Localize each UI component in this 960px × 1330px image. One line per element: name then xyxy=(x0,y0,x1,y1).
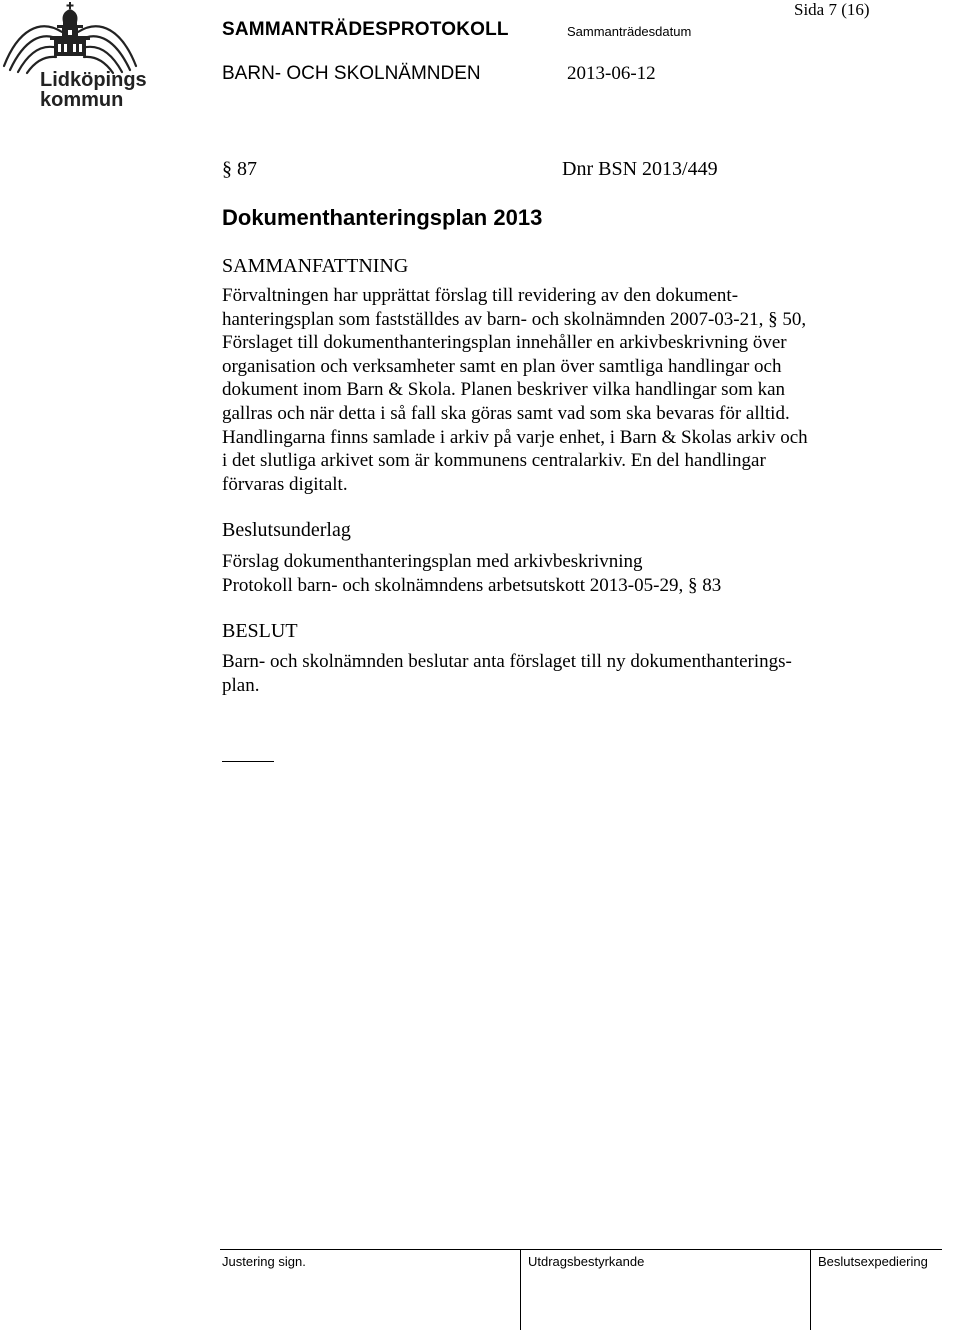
summary-line: förvaras digitalt. xyxy=(222,473,348,495)
logo-line-2: kommun xyxy=(40,89,124,111)
summary-line-part: 50, xyxy=(782,308,807,330)
summary-line: i det slutliga arkivet som är kommunens centralarkiv. En del handlingar xyxy=(222,450,766,472)
municipality-logo xyxy=(0,0,147,112)
end-rule xyxy=(222,761,274,762)
decision-line: plan. xyxy=(222,674,260,696)
signature-footer xyxy=(220,1249,942,1330)
summary-line: organisation och verksamheter samt en plan över samtliga handlingar och xyxy=(222,355,782,377)
basis-heading: Beslutsunderlag xyxy=(222,519,351,541)
decision-line: Barn- och skolnämnden beslutar anta förslaget till ny dokumenthanterings- xyxy=(222,651,792,672)
summary-line xyxy=(222,308,872,332)
summary-heading: SAMMANFATTNING xyxy=(222,255,409,277)
justering-label: Justering sign. xyxy=(222,1254,306,1269)
section-number: 87 xyxy=(237,158,257,180)
section-number-line xyxy=(222,158,257,181)
summary-line: Förslaget till dokumenthanteringsplan innehåller en arkivbeskrivning över xyxy=(222,332,787,354)
section-sign-icon: § xyxy=(687,574,698,596)
summary-text xyxy=(222,284,872,496)
decision-text xyxy=(222,650,872,697)
basis-line xyxy=(222,574,872,598)
expediering-label: Beslutsexpediering xyxy=(818,1254,928,1269)
basis-text xyxy=(222,550,872,597)
basis-line-part: Protokoll barn- och skolnämndens arbetsutskott 2013-05-29, xyxy=(222,574,684,596)
document-type: SAMMANTRÄDESPROTOKOLL xyxy=(222,19,509,40)
summary-line: Handlingarna finns samlade i arkiv på varje enhet, i Barn & Skolas arkiv och xyxy=(222,426,808,448)
section-sign-icon: § xyxy=(768,308,778,330)
summary-line-part: hanteringsplan som fastställdes av barn- och skolnämnden 2007-03-21, xyxy=(222,308,764,330)
page-number: Sida 7 (16) xyxy=(794,0,870,19)
basis-line: Förslag dokumenthanteringsplan med arkivbeskrivning xyxy=(222,551,643,572)
footer-divider xyxy=(520,1250,521,1330)
section-sign-icon: § xyxy=(222,158,232,180)
diary-number: Dnr BSN 2013/449 xyxy=(562,158,718,180)
basis-line-part: 83 xyxy=(702,574,722,596)
summary-line: gallras och när detta i så fall ska göras samt vad som ska bevaras för alltid. xyxy=(222,402,790,424)
board-name: BARN- OCH SKOLNÄMNDEN xyxy=(222,63,481,84)
logo-line-1: Lidköpings xyxy=(40,69,147,91)
utdrag-label: Utdragsbestyrkande xyxy=(528,1254,645,1269)
meeting-date: 2013-06-12 xyxy=(567,63,656,84)
item-title: Dokumenthanteringsplan 2013 xyxy=(222,205,543,230)
decision-heading: BESLUT xyxy=(222,620,298,642)
date-label: Sammanträdesdatum xyxy=(567,24,692,39)
summary-line: Förvaltningen har upprättat förslag till revidering av den dokument- xyxy=(222,285,739,306)
footer-divider xyxy=(810,1250,811,1330)
summary-line: dokument inom Barn & Skola. Planen beskriver vilka handlingar som kan xyxy=(222,379,786,401)
